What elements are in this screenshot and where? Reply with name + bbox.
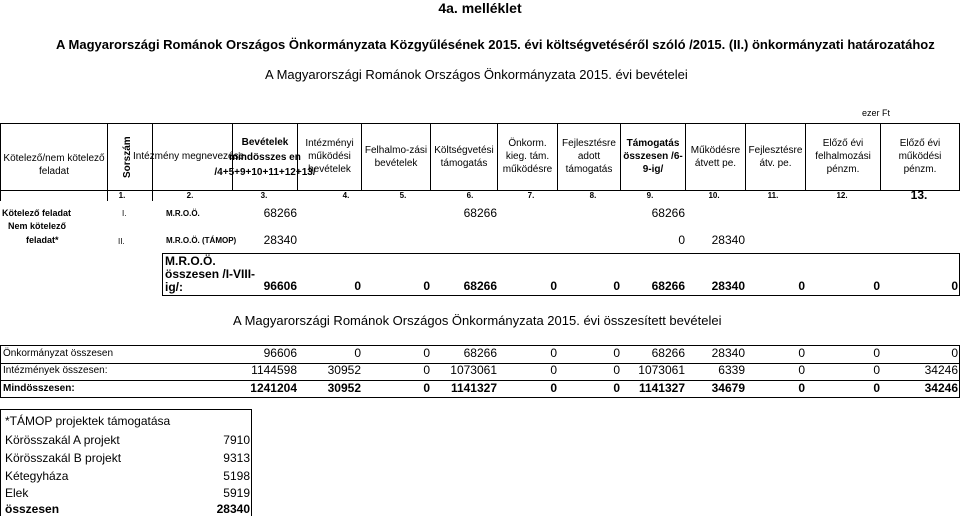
cell-prev-operating: 0	[951, 279, 958, 293]
summary-cell: 34246	[924, 381, 958, 395]
header-accumulation-revenue: Felhalmo-zási bevételek	[364, 144, 428, 169]
summary-cell: 34246	[924, 363, 958, 377]
summary-cell: 0	[873, 363, 880, 377]
cell-support-total: 68266	[651, 206, 685, 220]
cell-total: 68266	[263, 206, 297, 220]
footnote-item-value: 7910	[223, 433, 250, 447]
summary-cell: 0	[423, 346, 430, 360]
summary-cell: 0	[798, 381, 805, 395]
footnote-total-value: 28340	[216, 502, 250, 516]
summary-cell: 1144598	[251, 363, 297, 377]
footnote-title: *TÁMOP projektek támogatása	[5, 414, 171, 428]
summary-cell: 30952	[327, 363, 361, 377]
column-number: 13.	[910, 188, 928, 202]
row-label-optional: Nem kötelező	[8, 221, 67, 231]
footnote-item-label: Elek	[5, 486, 29, 500]
header-institutional-operating: Intézményi működési bevételek	[305, 138, 354, 175]
footnote-item-label: Körösszakál B projekt	[5, 451, 122, 465]
summary-cell: 0	[613, 381, 620, 395]
column-number: 3.	[260, 191, 268, 200]
column-number: 8.	[589, 191, 597, 200]
summary-cell: 0	[798, 346, 805, 360]
cell-total: 96606	[263, 279, 297, 293]
row-number: I.	[122, 209, 127, 218]
column-number: 1.	[118, 191, 126, 200]
header-sorszam: Sorszám	[122, 136, 133, 178]
summary-title: A Magyarországi Románok Országos Önkormányzata 2015. évi összesített bevételei	[233, 313, 722, 328]
summary-cell: 1073061	[450, 363, 497, 377]
summary-cell: 28340	[711, 346, 745, 360]
header-total-revenue: Bevételek mindösszes en /4+5+9+10+11+12+13/	[214, 136, 316, 178]
column-number: 10.	[708, 191, 720, 200]
header-prev-accumulation: Előző évi felhalmozási pénzm.	[815, 138, 871, 175]
footnote-item-label: Körösszakál A projekt	[5, 433, 120, 447]
summary-cell: 0	[550, 363, 557, 377]
footnote-item-value: 5919	[223, 486, 250, 500]
cell-support-total: 68266	[651, 279, 685, 293]
footnote-item-label: Kétegyháza	[5, 469, 69, 483]
annex-label: 4a. melléklet	[438, 0, 522, 16]
cell-local-gov-support: 0	[550, 279, 557, 293]
summary-row-label: Mindösszesen:	[3, 383, 75, 394]
summary-row-label: Intézmények összesen:	[3, 365, 108, 376]
cell-accumulation: 0	[423, 279, 430, 293]
summary-cell: 0	[354, 346, 361, 360]
column-number: 11.	[767, 191, 779, 200]
currency-unit: ezer Ft	[862, 108, 891, 118]
cell-total: 28340	[263, 233, 297, 247]
summary-cell: 1141327	[638, 381, 685, 395]
summary-row-label: Önkormányzat összesen	[3, 348, 114, 359]
row-name: M.R.O.Ö.	[166, 209, 200, 218]
column-number: 12.	[836, 191, 848, 200]
title-line-2: A Magyarországi Románok Országos Önkormányzata 2015. évi bevételei	[265, 67, 688, 82]
summary-cell: 6339	[718, 363, 745, 377]
cell-operating-transfer: 28340	[711, 279, 745, 293]
summary-cell: 0	[873, 381, 880, 395]
column-number: 7.	[527, 191, 535, 200]
row-label-total-line2: összesen /I-VIII-	[165, 267, 256, 281]
column-number: 9.	[646, 191, 654, 200]
row-label-total-line3: ig/:	[165, 280, 183, 294]
summary-cell: 0	[798, 363, 805, 377]
header-operating-transfer: Működésre átvett pe.	[690, 144, 741, 169]
summary-cell: 68266	[651, 346, 685, 360]
summary-cell: 96606	[263, 346, 297, 360]
summary-cell: 1073061	[638, 363, 685, 377]
summary-cell: 68266	[463, 346, 497, 360]
summary-cell: 34679	[711, 381, 745, 395]
header-support-total: Támogatás összesen /6-9-ig/	[623, 138, 683, 175]
cell-development-support: 0	[613, 279, 620, 293]
column-number: 2.	[186, 191, 194, 200]
summary-cell: 0	[423, 381, 430, 395]
cell-budget-support: 68266	[463, 279, 497, 293]
summary-cell: 0	[550, 381, 557, 395]
cell-support-total: 0	[678, 233, 685, 247]
row-name: M.R.O.Ö. (TÁMOP)	[166, 236, 237, 245]
summary-cell: 30952	[327, 381, 361, 395]
summary-cell: 0	[613, 346, 620, 360]
column-number: 5.	[399, 191, 407, 200]
title-line-1: A Magyarországi Románok Országos Önkormányzata Közgyűlésének 2015. évi költségvetéséről szóló /2015. (II.) önkormányzati határozatához	[56, 37, 935, 52]
column-number: 6.	[466, 191, 474, 200]
header-task-type: Kötelező/nem kötelező feladat	[3, 153, 105, 177]
summary-cell: 0	[951, 346, 958, 360]
row-label-mandatory: Kötelező feladat	[2, 208, 72, 218]
row-label-optional-line2: feladat*	[26, 235, 59, 245]
cell-budget-support: 68266	[463, 206, 497, 220]
header-institution-name: Intézmény megnevezése	[133, 151, 245, 162]
footnote-item-value: 5198	[223, 469, 250, 483]
summary-cell: 0	[423, 363, 430, 377]
cell-institutional-operating: 0	[354, 279, 361, 293]
summary-cell: 0	[873, 346, 880, 360]
summary-cell: 1141327	[450, 381, 497, 395]
cell-prev-accumulation: 0	[873, 279, 880, 293]
summary-cell: 0	[550, 346, 557, 360]
header-prev-operating: Előző évi működési pénzm.	[898, 138, 942, 175]
footnote-total-label: összesen	[5, 502, 60, 516]
row-number: II.	[118, 237, 125, 246]
cell-development-transfer: 0	[798, 279, 805, 293]
header-development-transfer: Fejlesztésre átv. pe.	[748, 144, 803, 169]
summary-cell: 1241204	[250, 381, 297, 395]
row-label-total: M.R.O.Ö.	[165, 254, 216, 268]
cell-operating-transfer: 28340	[711, 233, 745, 247]
column-number: 4.	[342, 191, 350, 200]
header-local-gov-support: Önkorm. kieg. tám. működésre	[502, 138, 553, 175]
footnote-item-value: 9313	[223, 451, 250, 465]
header-development-support: Fejlesztésre adott támogatás	[562, 138, 616, 175]
summary-cell: 0	[613, 363, 620, 377]
header-budget-support: Költségvetési támogatás	[434, 144, 494, 169]
